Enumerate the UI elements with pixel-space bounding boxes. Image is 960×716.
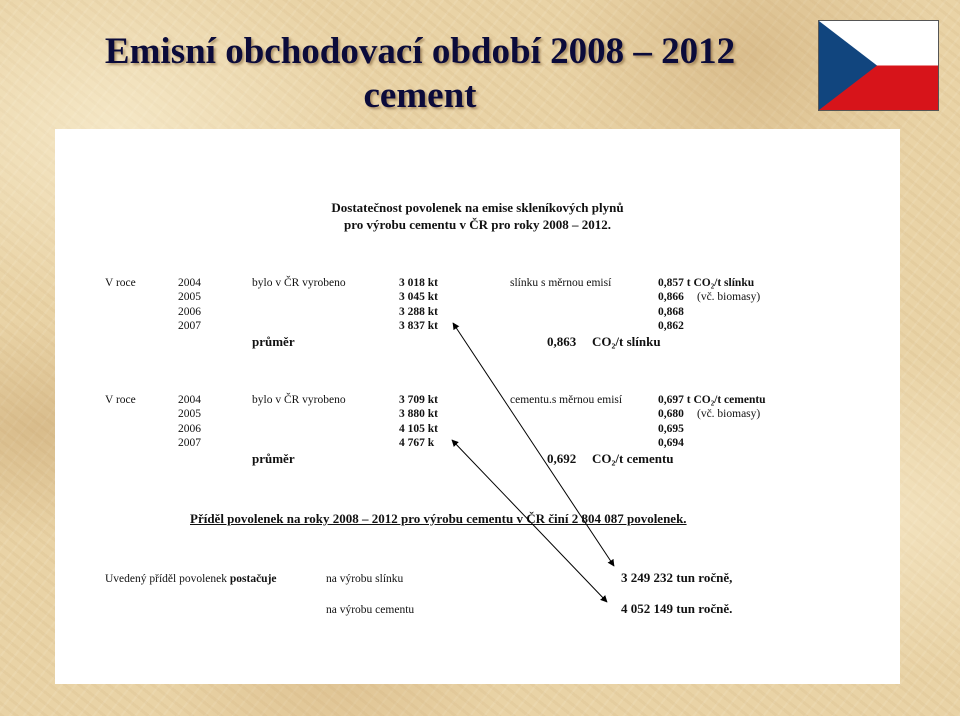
sufficiency-cement-value: 4 052 149 tun ročně.	[621, 601, 733, 616]
cement-year: 2004	[178, 394, 201, 406]
czech-flag-icon	[818, 20, 939, 111]
cement-year: 2006	[178, 423, 201, 435]
document-scan	[55, 129, 900, 684]
clinker-arrow	[453, 323, 614, 566]
slide-title: Emisní obchodovací období 2008 – 2012	[104, 31, 736, 72]
cement-amount: 3 880 kt	[399, 408, 438, 420]
sufficiency-clinker-value: 3 249 232 tun ročně,	[621, 570, 733, 585]
cement-average-unit: CO₂/t cementu	[592, 451, 674, 466]
clinker-year-label: V roce	[105, 277, 136, 289]
cement-amount: 3 709 kt	[399, 394, 438, 406]
clinker-emission: 0,857 t CO₂/t slínku	[658, 277, 755, 289]
cement-amount: 4 767 k	[399, 437, 435, 449]
cement-average-value: 0,692	[547, 451, 577, 466]
sufficiency-cement-label: na výrobu cementu	[326, 604, 415, 616]
clinker-average-label: průměr	[252, 334, 295, 349]
cement-emission: 0,680	[658, 408, 684, 420]
clinker-emission: 0,862	[658, 320, 684, 332]
clinker-year: 2005	[178, 291, 201, 303]
allocation-statement: Příděl povolenek na roky 2008 – 2012 pro výrobu cementu v ČR činí 2 804 087 povolenek.	[190, 511, 687, 526]
clinker-year: 2004	[178, 277, 201, 289]
document-heading: Dostatečnost povolenek na emise skleníkových plynů	[331, 200, 624, 215]
cement-biomass-note: (vč. biomasy)	[697, 408, 761, 420]
cement-average-label: průměr	[252, 451, 295, 466]
clinker-amount: 3 288 kt	[399, 306, 438, 318]
clinker-amount: 3 018 kt	[399, 277, 438, 289]
sufficiency-label: Uvedený příděl povolenek postačuje	[105, 573, 277, 585]
clinker-emission: 0,868	[658, 306, 684, 318]
slide-subtitle: cement	[363, 75, 477, 116]
clinker-year: 2007	[178, 320, 201, 332]
clinker-biomass-note: (vč. biomasy)	[697, 291, 761, 303]
document-heading-line2: pro výrobu cementu v ČR pro roky 2008 – 2012.	[344, 217, 611, 232]
cement-produced-label: bylo v ČR vyrobeno	[252, 394, 346, 406]
cement-year: 2005	[178, 408, 201, 420]
clinker-year: 2006	[178, 306, 201, 318]
clinker-product-label: slínku s měrnou emisí	[510, 277, 612, 289]
cement-year: 2007	[178, 437, 201, 449]
clinker-average-unit: CO₂/t slínku	[592, 334, 661, 349]
clinker-amount: 3 045 kt	[399, 291, 438, 303]
arrows-overlay	[55, 129, 900, 684]
cement-amount: 4 105 kt	[399, 423, 438, 435]
cement-year-label: V roce	[105, 394, 136, 406]
cement-emission: 0,695	[658, 423, 684, 435]
cement-emission: 0,694	[658, 437, 684, 449]
sufficiency-clinker-label: na výrobu slínku	[326, 573, 404, 585]
cement-emission: 0,697 t CO₂/t cementu	[658, 394, 766, 406]
clinker-average-value: 0,863	[547, 334, 577, 349]
clinker-amount: 3 837 kt	[399, 320, 438, 332]
clinker-produced-label: bylo v ČR vyrobeno	[252, 277, 346, 289]
cement-product-label: cementu.s měrnou emisí	[510, 394, 623, 406]
clinker-emission: 0,866	[658, 291, 684, 303]
